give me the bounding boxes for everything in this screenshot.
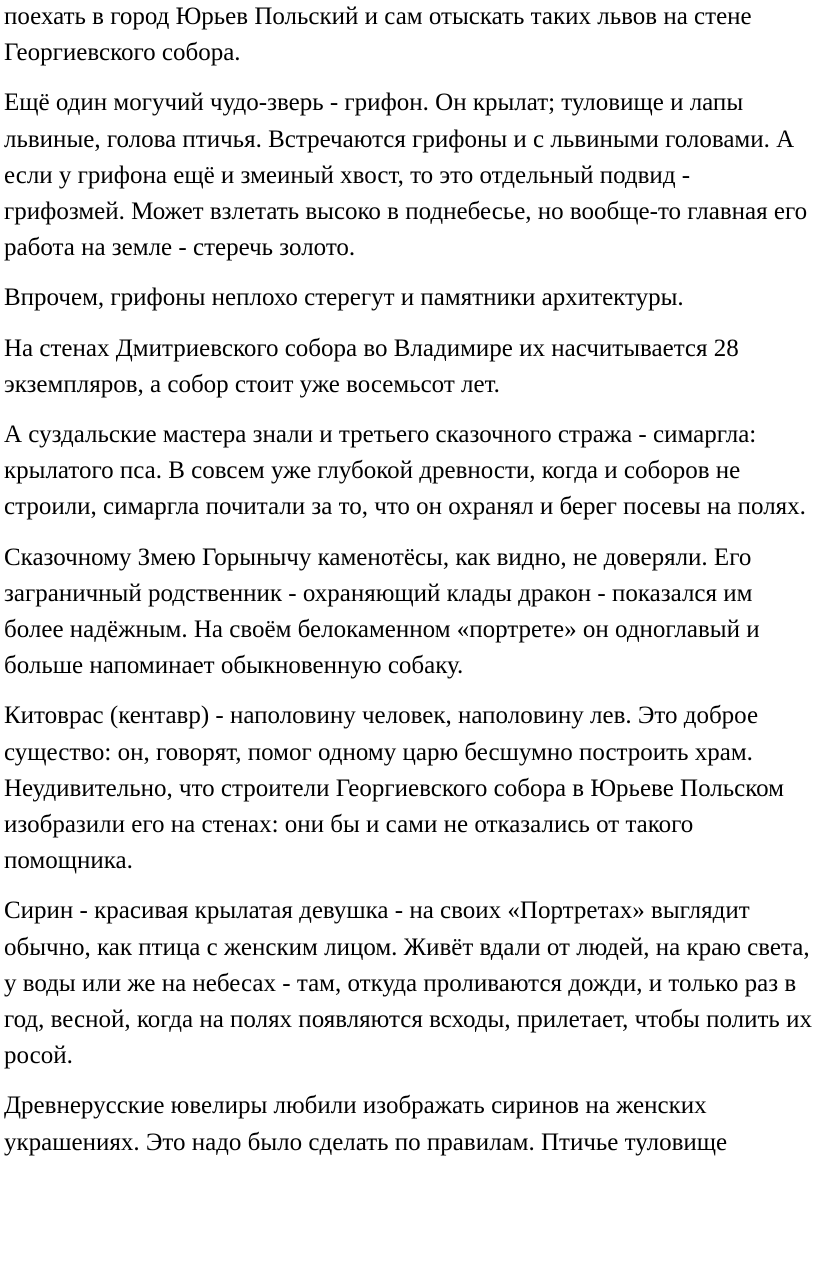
paragraph-dragon: Сказочному Змею Горынычу каменотёсы, как видно, не доверяли. Его заграничный родственник - охраняющий клады дракон - показался им более надёжным. На своём белокаменном «портрете» он одноглавый и больше напоминает обыкновенную собаку. [4, 543, 760, 680]
paragraph-griffin: Ещё один могучий чудо-зверь - грифон. Он крылат; туловище и лапы львиные, голова птичья. Встречаются грифоны и с львиными головами. А если у грифона ещё и змеиный хвост, то это отдельный подвид - грифозмей. Может взлетать высоко в поднебесье, но вообще-то главная его работа на земле - стеречь золото. [4, 89, 808, 262]
paragraph-griffin-guards: Впрочем, грифоны неплохо стерегут и памятники архитектуры. [4, 284, 684, 312]
paragraph-jewelers: Древнерусские ювелиры любили изображать сиринов на женских украшениях. Это надо было сделать по правилам. Птичье туловище [4, 1092, 728, 1156]
paragraph-kitovras: Китоврас (кентавр) - наполовину человек, наполовину лев. Это доброе существо: он, говорят, помог одному царю бесшумно построить храм. Неудивительно, что строители Георгиевского собора в Юрьеве Польском изобразили его на стенах: они бы и сами не отказались от такого помощника. [4, 702, 784, 875]
document-page [4, 0, 812, 1175]
paragraph-simargl: А суздальские мастера знали и третьего сказочного стража - симаргла: крылатого пса. В совсем уже глубокой древности, когда и соборов не строили, симаргла почитали за то, что он охранял и берег посевы на полях. [4, 421, 806, 521]
paragraph-dmitrievsky-cathedral: На стенах Дмитриевского собора во Владимире их насчитывается 28 экземпляров, а собор стоит уже восемьсот лет. [4, 334, 739, 398]
paragraph-sirin: Сирин - красивая крылатая девушка - на своих «Портретах» выглядит обычно, как птица с женским лицом. Живёт вдали от людей, на краю света, у воды или же на небесах - там, откуда проливаются дожди, и только раз в год, весной, когда на полях появляются всходы, прилетает, чтобы полить их росой. [4, 897, 812, 1070]
paragraph-lions-location: поехать в город Юрьев Польский и сам отыскать таких львов на стене Георгиевского собора. [4, 3, 752, 67]
